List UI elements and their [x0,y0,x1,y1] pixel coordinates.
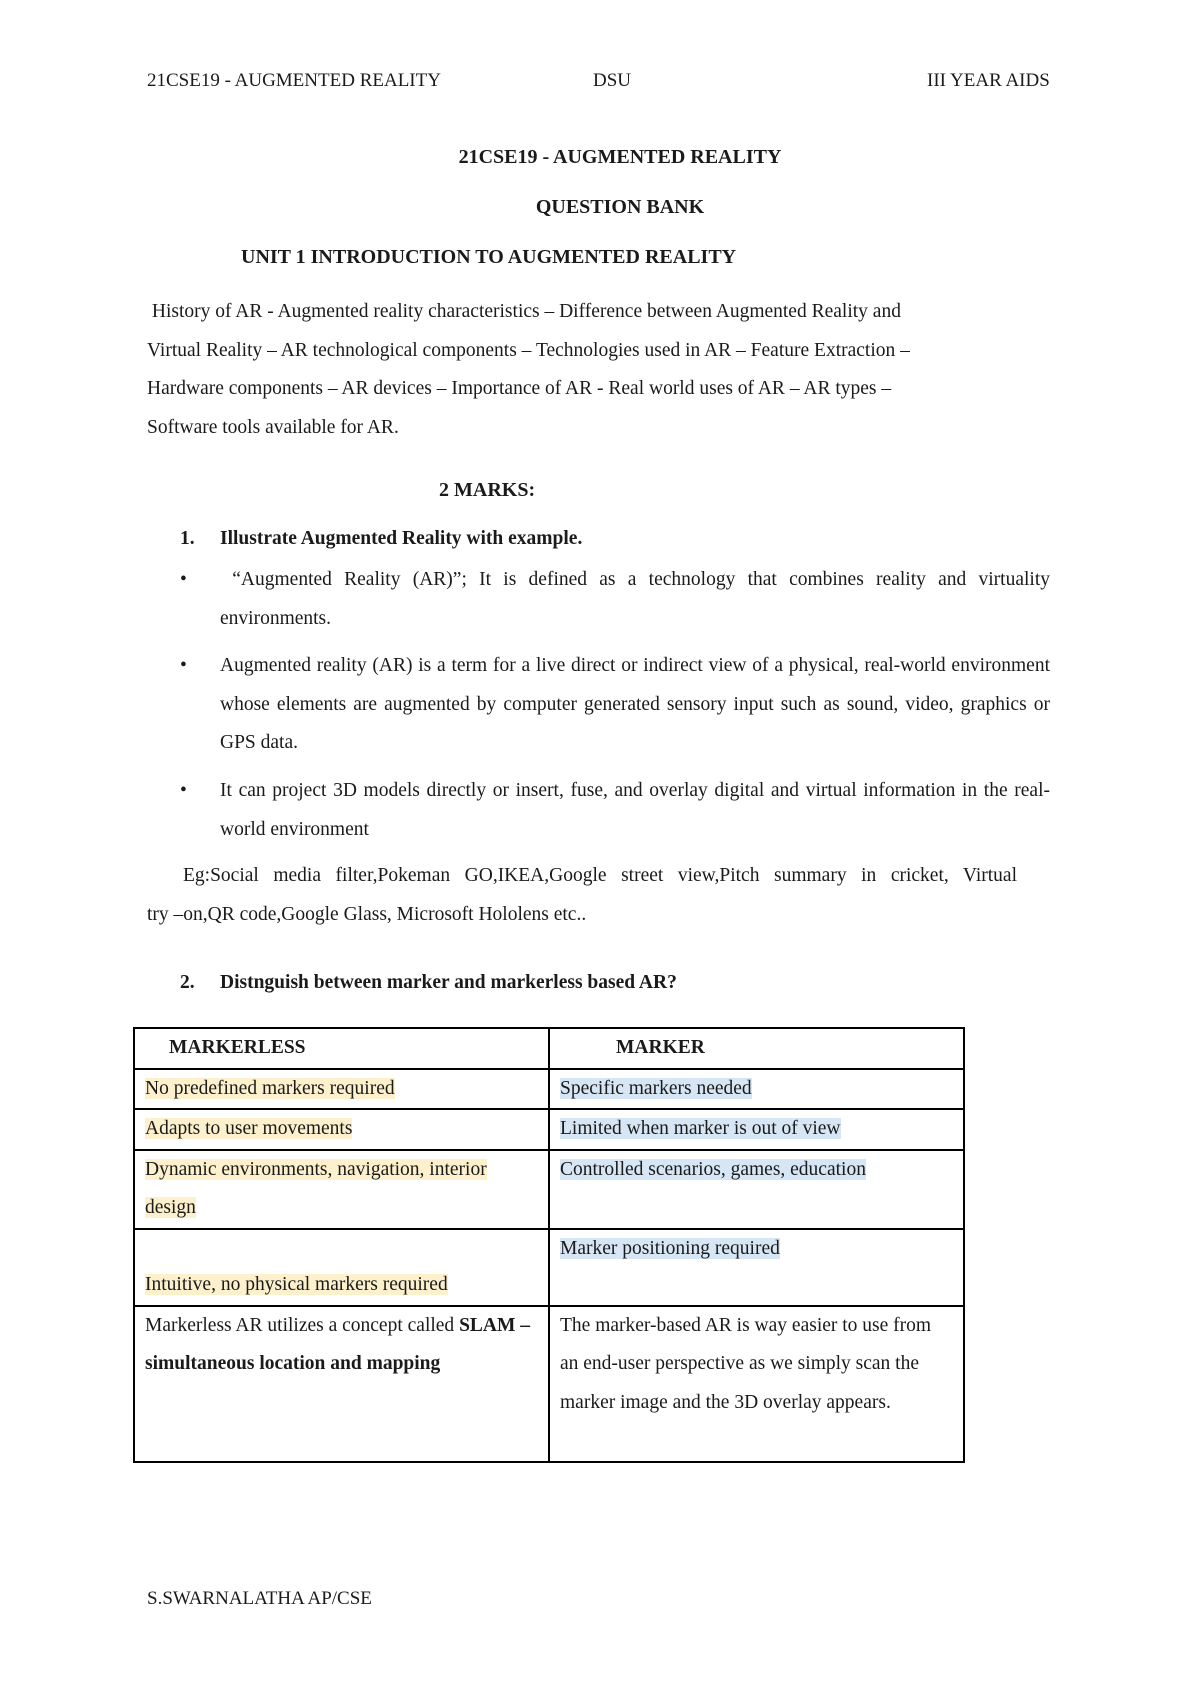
question-number: 2. [180,972,195,993]
list-item [180,647,1050,763]
table-cell [134,1069,549,1110]
header-right: III YEAR AIDS [927,70,1050,91]
question-text: Illustrate Augmented Reality with example. [220,528,583,549]
question-2 [180,972,677,994]
table-row [134,1069,964,1110]
syllabus-line: Software tools available for AR. [147,416,399,438]
header-cell-marker: MARKER [549,1028,964,1069]
course-title: 21CSE19 - AUGMENTED REALITY [458,146,782,168]
section-heading: 2 MARKS: [439,479,536,501]
table-cell [549,1069,964,1110]
table-header-row [134,1028,964,1069]
syllabus-line: History of AR - Augmented reality characteristics – Difference between Augmented Reality and [147,301,901,322]
bullet-text: It can project 3D models directly or insert, fuse, and overlay digital and virtual information in the real-world environment [220,780,1050,840]
cell-text: Intuitive, no physical markers required [145,1274,448,1295]
question-1 [180,528,582,550]
header-center: DSU [593,70,632,91]
bullet-text: “Augmented Reality (AR)”; It is defined as a technology that combines reality and virtuality environments. [220,569,1055,629]
comparison-table [133,1027,965,1463]
list-item [180,561,1055,638]
table-row [134,1306,964,1462]
bullet-icon: • [180,569,187,590]
cell-text: Dynamic environments, navigation, interior design [145,1158,487,1218]
question-number: 1. [180,528,195,549]
table-row [134,1150,964,1229]
table-cell [134,1109,549,1150]
bullet-icon: • [180,780,187,801]
example-paragraph [147,857,1017,934]
table-row [134,1109,964,1150]
table-cell [549,1306,964,1462]
cell-text: The marker-based AR is way easier to use from an end-user perspective as we simply scan the marker image and the 3D overlay appears. [560,1314,932,1413]
cell-text: Adapts to user movements [145,1118,353,1139]
table-cell [134,1306,549,1462]
table-cell [134,1150,549,1229]
bullet-text: Augmented reality (AR) is a term for a live direct or indirect view of a physical, real-world environment whose elements are augmented by computer generated sensory input such as sound, video, graphics or GPS data. [220,655,1050,753]
unit-title: UNIT 1 INTRODUCTION TO AUGMENTED REALITY [241,246,737,268]
syllabus [147,293,1017,447]
table-cell [549,1229,964,1306]
cell-text: No predefined markers required [145,1077,395,1099]
header-left: 21CSE19 - AUGMENTED REALITY [147,70,441,91]
question-bank-title: QUESTION BANK [535,196,705,218]
question-text: Distnguish between marker and markerless based AR? [220,972,677,993]
cell-text: Controlled scenarios, games, education [560,1158,866,1180]
cell-text: Limited when marker is out of view [560,1118,841,1139]
table-cell [134,1229,549,1306]
syllabus-line: Virtual Reality – AR technological components – Technologies used in AR – Feature Extraction – [147,339,910,361]
header-cell-markerless: MARKERLESS [134,1028,549,1069]
footer-author: S.SWARNALATHA AP/CSE [147,1588,372,1609]
list-item [180,772,1050,849]
cell-text: Marker positioning required [560,1237,780,1259]
example-line: Eg:Social media filter,Pokeman GO,IKEA,Google street view,Pitch summary in cricket, Virtual [183,865,1017,886]
cell-text: Markerless AR utilizes a concept called [145,1314,460,1336]
cell-text: Specific markers needed [560,1077,752,1099]
table-row [134,1229,964,1306]
example-line: try –on,QR code,Google Glass, Microsoft Hololens etc.. [147,903,587,925]
bullet-icon: • [180,655,187,676]
syllabus-line: Hardware components – AR devices – Importance of AR - Real world uses of AR – AR types – [147,378,892,399]
table-cell [549,1150,964,1229]
table-cell [549,1109,964,1150]
cell-text-bold: SLAM – simultaneous location and mapping [145,1314,531,1374]
